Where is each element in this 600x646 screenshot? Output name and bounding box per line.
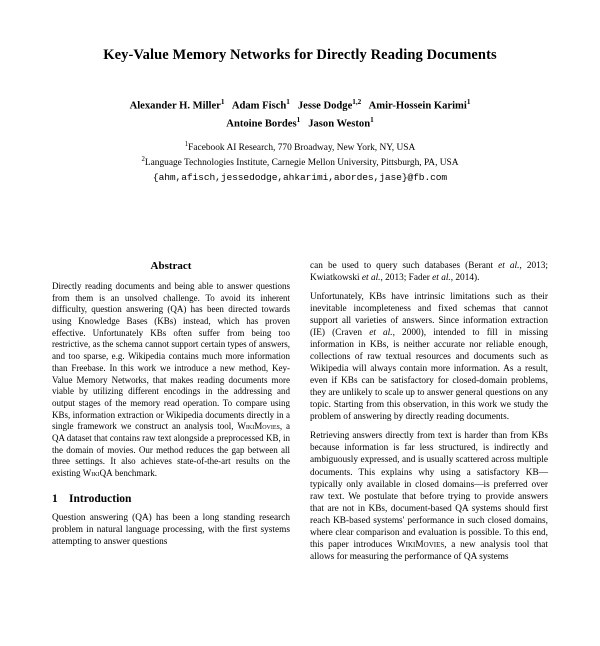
section-number: 1 [52,492,58,505]
right-column [310,260,548,570]
author-affil-marker: 1 [296,115,301,124]
author-name: Jesse Dodge [297,100,353,112]
introduction-heading [52,493,290,505]
affiliation-marker: 2 [141,155,145,163]
abstract-text: Directly reading documents and being able to answer questions from them is an unsolved challenge. To avoid its inherent difficulty, question answering (QA) has been directed towards using Knowledge Bases (KBs) instead, which has proven effective. Unfortunately KBs often suffer from being too restrictive, as the schema cannot support certain types of answers, and too sparse, e.g. Wikipedia contains much more information than Freebase. In this work we introduce a new method, Key-Value Memory Networks, that makes reading documents more viable by utilizing different encodings in the addressing and output stages of the memory read operation. To compare using KBs, information extraction or Wikipedia documents directly in a single framework we construct an analysis tool, WikiMovies, a QA dataset that contains raw text alongside a preprocessed KB, in the domain of movies. Our method reduces the gap between all three settings. It also achieves state-of-the-art results on the existing WikiQA benchmark. [52,281,291,478]
affiliation-line [54,155,546,170]
affiliation-text: Facebook AI Research, 770 Broadway, New York, NY, USA [188,142,416,153]
two-column-body [52,260,548,570]
author-line-1 [54,97,546,115]
author-name: Alexander H. Miller [129,100,221,112]
author-line-2 [54,115,546,133]
right-paragraph-3: Retrieving answers directly from text is harder than from KBs because information is far less structured, is indirectly and ambiguously expressed, and is usually scattered across multiple documents. This explains why using a satisfactory KB—typically only available in closed domains—is preferred over raw text. We postulate that before trying to provide answers that are not in KBs, document-based QA systems should first reach KB-based systems' performance in such closed domains, where clear comparison and evaluation is possible. To this end, this paper introduces WikiMovies, a new analysis tool that allows for measuring the performance of QA systems [310,431,548,562]
right-paragraph-1: can be used to query such databases (Berant et al., 2013; Kwiatkowski et al., 2013; Fader et al., 2014). [310,261,549,284]
author-affil-marker: 1,2 [352,97,362,106]
page-title: Key-Value Memory Networks for Directly Reading Documents [103,47,497,63]
author-affil-marker: 1 [220,97,225,106]
affiliation-block [54,140,546,170]
abstract-heading: Abstract [150,260,192,272]
paper-page [0,46,600,646]
author-name: Adam Fisch [231,100,287,112]
author-affil-marker: 1 [466,97,471,106]
right-paragraph-2: Unfortunately, KBs have intrinsic limitations such as their inevitable incompleteness and fixed schemas that cannot support all varieties of answers. Since information extraction (IE) (Craven et al., 2000), intended to fill in missing information in KBs, is neither accurate nor reliable enough, collections of raw textual resources and documents such as Wikipedia will always contain more information. As a result, even if KBs can be satisfactory for closed-domain problems, they are unlikely to scale up to answer general questions on any topic. Starting from this observation, in this work we study the problem of answering by directly reading documents. [310,292,548,423]
author-affil-marker: 1 [286,97,290,106]
author-list [54,97,546,133]
author-name: Antoine Bordes [226,118,297,130]
affiliation-text: Language Technologies Institute, Carnegie Mellon University, Pittsburgh, PA, USA [144,158,459,169]
section-title: Introduction [69,492,132,505]
author-name: Amir-Hossein Karimi [368,100,467,112]
affiliation-marker: 1 [184,140,189,148]
contact-email: {ahm,afisch,jessedodge,ahkarimi,abordes,jase}@fb.com [152,172,448,184]
author-affil-marker: 1 [370,115,374,124]
left-column [52,260,290,570]
affiliation-line [54,140,546,155]
intro-paragraph: Question answering (QA) has been a long standing research problem in natural language processing, with the first systems attempting to answer questions [52,512,290,547]
author-name: Jason Weston [308,118,371,130]
